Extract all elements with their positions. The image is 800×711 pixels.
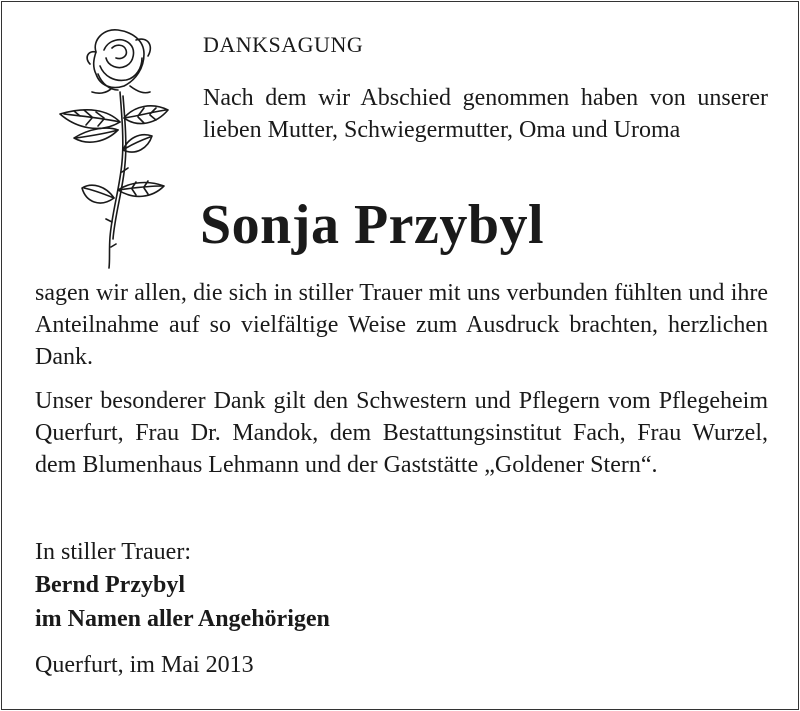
special-thanks-paragraph: Unser besonderer Dank gilt den Schwestern und Pflegern vom Pflegeheim Querfurt, Frau Dr. Mandok, dem Bestattungsinstitut Fach, Frau Wurzel, dem Blumenhaus Lehmann und der Gaststätte „Goldener Stern“. [35,388,768,478]
thanks-paragraph: sagen wir allen, die sich in stiller Trauer mit uns verbunden fühlten und ihre Anteilnahme auf so vielfältige Weise zum Ausdruck brachten, herzlichen Dank. [35,280,768,370]
notice-heading: DANKSAGUNG [203,32,364,57]
deceased-name: Sonja Przybyl [200,194,545,256]
signature-relation: im Namen aller Angehörigen [35,606,330,632]
signature-intro: In stiller Trauer: [35,539,191,565]
signature-name: Bernd Przybyl [35,572,185,598]
rose-illustration [52,22,172,272]
intro-text: Nach dem wir Abschied genommen haben von unserer lieben Mutter, Schwiegermutter, Oma und Uroma [203,85,768,143]
place-date: Querfurt, im Mai 2013 [35,652,254,678]
